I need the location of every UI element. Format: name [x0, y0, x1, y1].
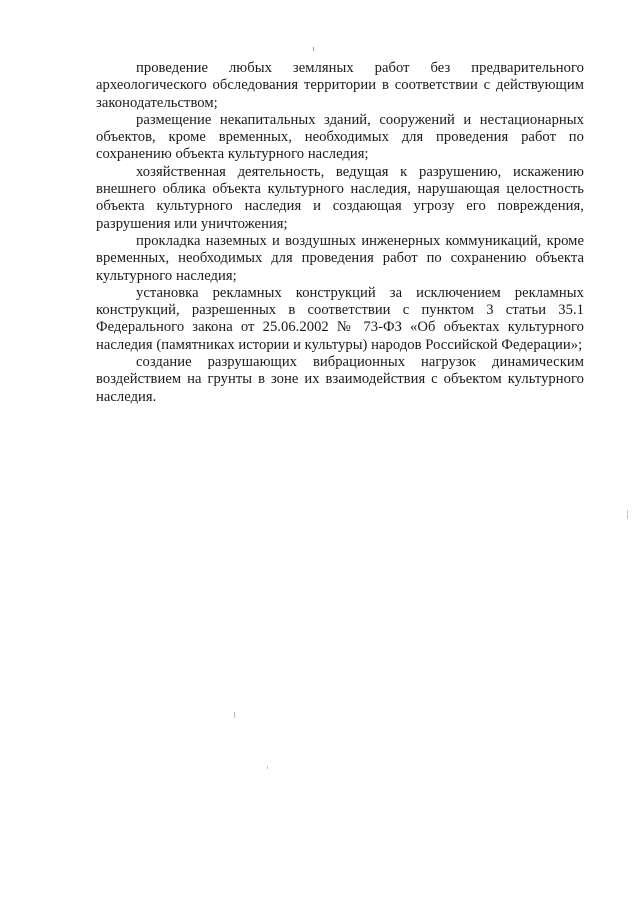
- paragraph-vibration-loads: создание разрушающих вибрационных нагрузок динамическим воздействием на грунты в зоне их взаимодействия с объектом культурного наследия.: [96, 354, 584, 405]
- scan-speck: [234, 712, 235, 718]
- scan-speck: [313, 47, 314, 51]
- paragraph-temporary-structures: размещение некапитальных зданий, сооружений и нестационарных объектов, кроме временных, необходимых для проведения работ по сохранению объекта культурного наследия;: [96, 111, 584, 163]
- scan-speck: [267, 766, 268, 769]
- paragraph-earthworks: проведение любых земляных работ без предварительного археологического обследования территории в соответствии с действующим законодательством;: [96, 60, 584, 111]
- paragraph-advertising: установка рекламных конструкций за исключением рекламных конструкций, разрешенных в соответствии с пунктом 3 статьи 35.1 Федерального закона от 25.06.2002 № 73-ФЗ «Об объектах культурного наследия (памятниках истории и культуры) народов Российской Федерации»;: [96, 284, 584, 353]
- document-body: [96, 60, 584, 406]
- paragraph-economic-activity: хозяйственная деятельность, ведущая к разрушению, искажению внешнего облика объекта культурного наследия, нарушающая целостность объекта культурного наследия и создающая угрозу его повреждения, разрушения или уничтожения;: [96, 163, 584, 232]
- scan-speck: [627, 510, 628, 519]
- paragraph-communications: прокладка наземных и воздушных инженерных коммуникаций, кроме временных, необходимых для проведения работ по сохранению объекта культурного наследия;: [96, 232, 584, 284]
